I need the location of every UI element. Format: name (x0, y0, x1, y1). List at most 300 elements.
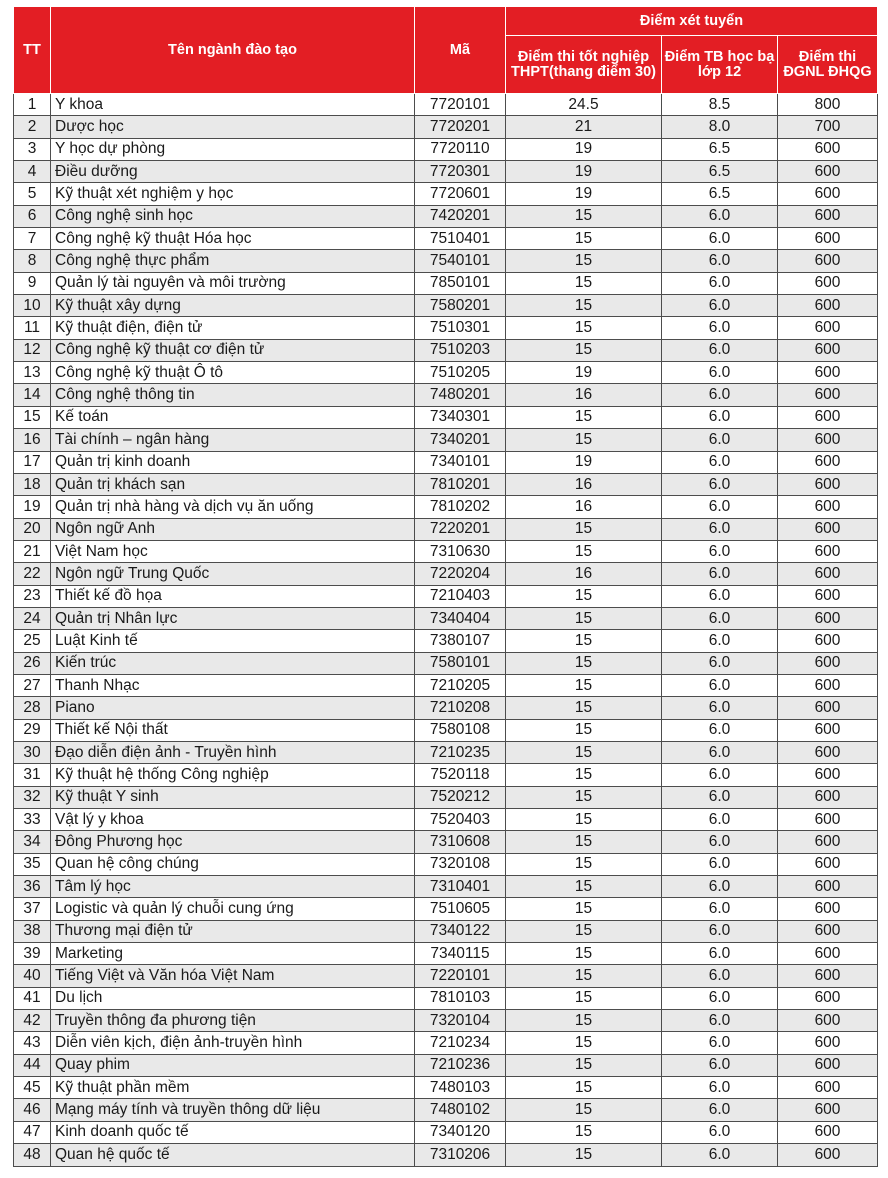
cell-tt: 26 (14, 652, 51, 674)
cell-dgnl-score: 600 (778, 764, 878, 786)
cell-program-name: Kinh doanh quốc tế (51, 1121, 415, 1143)
cell-program-code: 7210234 (415, 1032, 506, 1054)
table-row (14, 786, 878, 808)
table-row (14, 138, 878, 160)
table-row (14, 585, 878, 607)
table-row (14, 943, 878, 965)
cell-program-name: Quan hệ công chúng (51, 853, 415, 875)
cell-dgnl-score: 600 (778, 205, 878, 227)
cell-thpt-score: 15 (506, 674, 662, 696)
cell-program-name: Kỹ thuật phần mềm (51, 1077, 415, 1099)
cell-transcript-score: 6.0 (662, 295, 778, 317)
cell-program-name: Tâm lý học (51, 876, 415, 898)
cell-tt: 41 (14, 987, 51, 1009)
cell-program-name: Công nghệ thực phẩm (51, 250, 415, 272)
cell-tt: 37 (14, 898, 51, 920)
cell-program-code: 7380107 (415, 630, 506, 652)
cell-tt: 2 (14, 116, 51, 138)
header-tt: TT (14, 7, 51, 94)
cell-dgnl-score: 600 (778, 272, 878, 294)
cell-thpt-score: 15 (506, 272, 662, 294)
cell-dgnl-score: 600 (778, 920, 878, 942)
cell-program-code: 7510205 (415, 362, 506, 384)
cell-program-name: Ngôn ngữ Anh (51, 518, 415, 540)
cell-thpt-score: 15 (506, 764, 662, 786)
cell-transcript-score: 6.0 (662, 496, 778, 518)
cell-transcript-score: 6.0 (662, 607, 778, 629)
cell-program-name: Y khoa (51, 94, 415, 116)
table-row (14, 1054, 878, 1076)
cell-dgnl-score: 600 (778, 1144, 878, 1166)
cell-transcript-score: 6.0 (662, 898, 778, 920)
cell-program-name: Tài chính – ngân hàng (51, 429, 415, 451)
cell-program-code: 7510401 (415, 228, 506, 250)
cell-tt: 25 (14, 630, 51, 652)
cell-tt: 33 (14, 809, 51, 831)
cell-transcript-score: 6.0 (662, 272, 778, 294)
cell-thpt-score: 15 (506, 205, 662, 227)
cell-tt: 39 (14, 943, 51, 965)
table-row (14, 250, 878, 272)
cell-transcript-score: 6.0 (662, 652, 778, 674)
cell-program-code: 7520403 (415, 809, 506, 831)
cell-thpt-score: 15 (506, 250, 662, 272)
cell-program-code: 7210236 (415, 1054, 506, 1076)
table-row (14, 607, 878, 629)
cell-thpt-score: 15 (506, 741, 662, 763)
table-row (14, 362, 878, 384)
cell-dgnl-score: 600 (778, 183, 878, 205)
cell-program-code: 7580201 (415, 295, 506, 317)
cell-program-code: 7340201 (415, 429, 506, 451)
table-row (14, 317, 878, 339)
cell-program-name: Logistic và quản lý chuỗi cung ứng (51, 898, 415, 920)
cell-thpt-score: 15 (506, 987, 662, 1009)
cell-thpt-score: 24.5 (506, 94, 662, 116)
cell-program-name: Đạo diễn điện ảnh - Truyền hình (51, 741, 415, 763)
cell-thpt-score: 15 (506, 295, 662, 317)
table-row (14, 1121, 878, 1143)
cell-dgnl-score: 600 (778, 943, 878, 965)
cell-dgnl-score: 600 (778, 384, 878, 406)
cell-thpt-score: 15 (506, 943, 662, 965)
table-row (14, 1144, 878, 1166)
cell-tt: 20 (14, 518, 51, 540)
table-row (14, 295, 878, 317)
cell-transcript-score: 6.0 (662, 987, 778, 1009)
cell-program-name: Kỹ thuật điện, điện tử (51, 317, 415, 339)
table-row (14, 473, 878, 495)
cell-thpt-score: 15 (506, 317, 662, 339)
cell-dgnl-score: 600 (778, 809, 878, 831)
cell-thpt-score: 19 (506, 183, 662, 205)
cell-transcript-score: 6.0 (662, 943, 778, 965)
cell-transcript-score: 6.0 (662, 362, 778, 384)
cell-program-name: Thiết kế đồ họa (51, 585, 415, 607)
cell-program-name: Quay phim (51, 1054, 415, 1076)
table-row (14, 161, 878, 183)
table-row (14, 451, 878, 473)
cell-program-code: 7720601 (415, 183, 506, 205)
table-row (14, 1010, 878, 1032)
cell-tt: 13 (14, 362, 51, 384)
cell-tt: 43 (14, 1032, 51, 1054)
cell-program-code: 7720101 (415, 94, 506, 116)
cell-program-code: 7810103 (415, 987, 506, 1009)
cell-tt: 7 (14, 228, 51, 250)
cell-tt: 36 (14, 876, 51, 898)
cell-program-code: 7580101 (415, 652, 506, 674)
cell-tt: 44 (14, 1054, 51, 1076)
cell-tt: 46 (14, 1099, 51, 1121)
cell-program-code: 7220101 (415, 965, 506, 987)
cell-program-code: 7320108 (415, 853, 506, 875)
cell-transcript-score: 6.0 (662, 406, 778, 428)
cell-tt: 12 (14, 339, 51, 361)
header-dgnl-score: Điểm thi ĐGNL ĐHQG (778, 36, 878, 94)
cell-transcript-score: 6.0 (662, 831, 778, 853)
cell-dgnl-score: 600 (778, 1077, 878, 1099)
cell-thpt-score: 15 (506, 1121, 662, 1143)
cell-thpt-score: 15 (506, 920, 662, 942)
table-row (14, 228, 878, 250)
cell-dgnl-score: 800 (778, 94, 878, 116)
cell-transcript-score: 6.0 (662, 630, 778, 652)
cell-tt: 21 (14, 540, 51, 562)
cell-dgnl-score: 600 (778, 406, 878, 428)
cell-program-code: 7210403 (415, 585, 506, 607)
cell-dgnl-score: 600 (778, 898, 878, 920)
cell-thpt-score: 19 (506, 161, 662, 183)
cell-thpt-score: 15 (506, 585, 662, 607)
cell-program-code: 7810201 (415, 473, 506, 495)
cell-transcript-score: 6.0 (662, 228, 778, 250)
cell-dgnl-score: 600 (778, 250, 878, 272)
cell-transcript-score: 6.0 (662, 1121, 778, 1143)
cell-program-code: 7420201 (415, 205, 506, 227)
cell-tt: 35 (14, 853, 51, 875)
table-row (14, 809, 878, 831)
cell-tt: 10 (14, 295, 51, 317)
cell-dgnl-score: 600 (778, 228, 878, 250)
cell-tt: 16 (14, 429, 51, 451)
cell-dgnl-score: 600 (778, 697, 878, 719)
cell-program-name: Diễn viên kịch, điện ảnh-truyền hình (51, 1032, 415, 1054)
header-program-name: Tên ngành đào tạo (51, 7, 415, 94)
cell-program-name: Công nghệ thông tin (51, 384, 415, 406)
cell-tt: 42 (14, 1010, 51, 1032)
cell-program-name: Marketing (51, 943, 415, 965)
cell-program-code: 7520212 (415, 786, 506, 808)
cell-dgnl-score: 600 (778, 138, 878, 160)
cell-thpt-score: 15 (506, 786, 662, 808)
cell-program-name: Du lịch (51, 987, 415, 1009)
cell-dgnl-score: 600 (778, 674, 878, 696)
cell-program-name: Piano (51, 697, 415, 719)
table-row (14, 652, 878, 674)
cell-program-name: Thiết kế Nội thất (51, 719, 415, 741)
cell-program-name: Công nghệ kỹ thuật Hóa học (51, 228, 415, 250)
table-row (14, 272, 878, 294)
cell-dgnl-score: 600 (778, 1010, 878, 1032)
cell-dgnl-score: 600 (778, 719, 878, 741)
cell-program-code: 7580108 (415, 719, 506, 741)
table-row (14, 1099, 878, 1121)
cell-thpt-score: 15 (506, 853, 662, 875)
table-row (14, 741, 878, 763)
cell-thpt-score: 21 (506, 116, 662, 138)
cell-dgnl-score: 600 (778, 429, 878, 451)
cell-dgnl-score: 600 (778, 317, 878, 339)
cell-transcript-score: 6.0 (662, 473, 778, 495)
cell-program-code: 7320104 (415, 1010, 506, 1032)
cell-transcript-score: 6.0 (662, 674, 778, 696)
table-row (14, 116, 878, 138)
cell-transcript-score: 6.0 (662, 384, 778, 406)
header-thpt-score: Điểm thi tốt nghiệp THPT(thang điểm 30) (506, 36, 662, 94)
cell-thpt-score: 15 (506, 652, 662, 674)
cell-dgnl-score: 600 (778, 496, 878, 518)
cell-dgnl-score: 600 (778, 965, 878, 987)
cell-thpt-score: 15 (506, 1099, 662, 1121)
cell-program-code: 7310630 (415, 540, 506, 562)
cell-transcript-score: 6.0 (662, 339, 778, 361)
cell-dgnl-score: 600 (778, 563, 878, 585)
table-row (14, 496, 878, 518)
cell-tt: 18 (14, 473, 51, 495)
cell-tt: 45 (14, 1077, 51, 1099)
cell-program-code: 7340404 (415, 607, 506, 629)
admissions-score-table (13, 6, 878, 1167)
cell-program-name: Vật lý y khoa (51, 809, 415, 831)
cell-tt: 15 (14, 406, 51, 428)
cell-transcript-score: 6.0 (662, 518, 778, 540)
cell-program-name: Truyền thông đa phương tiện (51, 1010, 415, 1032)
cell-transcript-score: 6.0 (662, 719, 778, 741)
cell-program-name: Kỹ thuật Y sinh (51, 786, 415, 808)
table-row (14, 1032, 878, 1054)
table-row (14, 384, 878, 406)
cell-transcript-score: 6.0 (662, 1010, 778, 1032)
cell-thpt-score: 15 (506, 1032, 662, 1054)
cell-program-name: Quản trị Nhân lực (51, 607, 415, 629)
cell-thpt-score: 15 (506, 831, 662, 853)
cell-thpt-score: 19 (506, 138, 662, 160)
cell-program-code: 7510301 (415, 317, 506, 339)
cell-program-name: Y học dự phòng (51, 138, 415, 160)
header-admission-scores: Điểm xét tuyển (506, 7, 878, 36)
cell-dgnl-score: 600 (778, 876, 878, 898)
cell-transcript-score: 8.5 (662, 94, 778, 116)
cell-tt: 4 (14, 161, 51, 183)
cell-thpt-score: 15 (506, 339, 662, 361)
cell-thpt-score: 16 (506, 563, 662, 585)
cell-program-name: Công nghệ kỹ thuật cơ điện tử (51, 339, 415, 361)
cell-transcript-score: 6.0 (662, 1032, 778, 1054)
cell-tt: 17 (14, 451, 51, 473)
cell-program-name: Kỹ thuật hệ thống Công nghiệp (51, 764, 415, 786)
cell-thpt-score: 15 (506, 429, 662, 451)
cell-program-code: 7810202 (415, 496, 506, 518)
cell-transcript-score: 6.0 (662, 697, 778, 719)
cell-dgnl-score: 600 (778, 1054, 878, 1076)
cell-tt: 31 (14, 764, 51, 786)
cell-dgnl-score: 600 (778, 630, 878, 652)
table-row (14, 987, 878, 1009)
cell-transcript-score: 6.0 (662, 853, 778, 875)
cell-transcript-score: 6.0 (662, 205, 778, 227)
cell-program-name: Luật Kinh tế (51, 630, 415, 652)
cell-transcript-score: 6.0 (662, 563, 778, 585)
cell-program-code: 7540101 (415, 250, 506, 272)
cell-thpt-score: 15 (506, 898, 662, 920)
header-row-top (14, 7, 878, 36)
cell-transcript-score: 6.0 (662, 920, 778, 942)
cell-transcript-score: 6.0 (662, 451, 778, 473)
cell-tt: 32 (14, 786, 51, 808)
table-row (14, 674, 878, 696)
cell-transcript-score: 6.0 (662, 540, 778, 562)
cell-tt: 40 (14, 965, 51, 987)
cell-thpt-score: 19 (506, 362, 662, 384)
cell-program-name: Công nghệ sinh học (51, 205, 415, 227)
cell-transcript-score: 6.0 (662, 741, 778, 763)
cell-program-name: Tiếng Việt và Văn hóa Việt Nam (51, 965, 415, 987)
header-transcript-score: Điểm TB học bạ lớp 12 (662, 36, 778, 94)
cell-dgnl-score: 600 (778, 741, 878, 763)
cell-program-name: Kỹ thuật xây dựng (51, 295, 415, 317)
cell-thpt-score: 15 (506, 876, 662, 898)
table-row (14, 831, 878, 853)
cell-program-code: 7220204 (415, 563, 506, 585)
cell-dgnl-score: 600 (778, 831, 878, 853)
cell-dgnl-score: 600 (778, 607, 878, 629)
cell-tt: 5 (14, 183, 51, 205)
table-body (14, 94, 878, 1167)
cell-thpt-score: 15 (506, 228, 662, 250)
cell-thpt-score: 15 (506, 1010, 662, 1032)
cell-dgnl-score: 600 (778, 540, 878, 562)
cell-transcript-score: 6.0 (662, 764, 778, 786)
table-row (14, 94, 878, 116)
cell-program-name: Kỹ thuật xét nghiệm y học (51, 183, 415, 205)
cell-program-name: Công nghệ kỹ thuật Ô tô (51, 362, 415, 384)
cell-program-code: 7210235 (415, 741, 506, 763)
cell-dgnl-score: 600 (778, 987, 878, 1009)
cell-program-name: Quản trị khách sạn (51, 473, 415, 495)
cell-tt: 48 (14, 1144, 51, 1166)
admissions-table-wrapper (13, 6, 877, 1167)
cell-tt: 30 (14, 741, 51, 763)
cell-transcript-score: 6.0 (662, 1054, 778, 1076)
cell-tt: 38 (14, 920, 51, 942)
cell-dgnl-score: 600 (778, 362, 878, 384)
cell-tt: 47 (14, 1121, 51, 1143)
cell-thpt-score: 19 (506, 451, 662, 473)
cell-transcript-score: 6.0 (662, 876, 778, 898)
cell-transcript-score: 6.5 (662, 138, 778, 160)
cell-dgnl-score: 600 (778, 339, 878, 361)
cell-thpt-score: 15 (506, 1144, 662, 1166)
cell-program-name: Dược học (51, 116, 415, 138)
cell-program-name: Kế toán (51, 406, 415, 428)
cell-thpt-score: 15 (506, 719, 662, 741)
cell-thpt-score: 15 (506, 697, 662, 719)
table-row (14, 518, 878, 540)
cell-tt: 28 (14, 697, 51, 719)
table-row (14, 764, 878, 786)
cell-program-name: Kiến trúc (51, 652, 415, 674)
cell-dgnl-score: 600 (778, 585, 878, 607)
cell-tt: 27 (14, 674, 51, 696)
cell-dgnl-score: 600 (778, 295, 878, 317)
cell-program-code: 7480103 (415, 1077, 506, 1099)
cell-transcript-score: 8.0 (662, 116, 778, 138)
table-row (14, 540, 878, 562)
cell-program-name: Mạng máy tính và truyền thông dữ liệu (51, 1099, 415, 1121)
cell-thpt-score: 15 (506, 809, 662, 831)
table-row (14, 1077, 878, 1099)
table-row (14, 183, 878, 205)
cell-tt: 29 (14, 719, 51, 741)
cell-thpt-score: 15 (506, 607, 662, 629)
cell-program-code: 7340301 (415, 406, 506, 428)
cell-dgnl-score: 600 (778, 1099, 878, 1121)
cell-program-code: 7220201 (415, 518, 506, 540)
cell-program-code: 7340122 (415, 920, 506, 942)
cell-program-name: Quan hệ quốc tế (51, 1144, 415, 1166)
cell-thpt-score: 16 (506, 473, 662, 495)
cell-dgnl-score: 600 (778, 518, 878, 540)
cell-program-name: Đông Phương học (51, 831, 415, 853)
cell-program-code: 7310401 (415, 876, 506, 898)
cell-transcript-score: 6.5 (662, 161, 778, 183)
table-row (14, 429, 878, 451)
cell-transcript-score: 6.0 (662, 809, 778, 831)
table-row (14, 697, 878, 719)
cell-dgnl-score: 700 (778, 116, 878, 138)
cell-tt: 11 (14, 317, 51, 339)
cell-tt: 22 (14, 563, 51, 585)
cell-program-name: Ngôn ngữ Trung Quốc (51, 563, 415, 585)
cell-program-name: Việt Nam học (51, 540, 415, 562)
cell-transcript-score: 6.0 (662, 786, 778, 808)
cell-transcript-score: 6.5 (662, 183, 778, 205)
cell-program-code: 7720301 (415, 161, 506, 183)
cell-program-code: 7510203 (415, 339, 506, 361)
cell-program-code: 7340120 (415, 1121, 506, 1143)
cell-transcript-score: 6.0 (662, 317, 778, 339)
table-row (14, 563, 878, 585)
cell-dgnl-score: 600 (778, 473, 878, 495)
cell-dgnl-score: 600 (778, 853, 878, 875)
table-row (14, 719, 878, 741)
cell-thpt-score: 15 (506, 518, 662, 540)
cell-tt: 19 (14, 496, 51, 518)
cell-thpt-score: 15 (506, 965, 662, 987)
cell-program-code: 7310206 (415, 1144, 506, 1166)
cell-transcript-score: 6.0 (662, 1099, 778, 1121)
cell-program-code: 7210208 (415, 697, 506, 719)
cell-program-name: Quản trị nhà hàng và dịch vụ ăn uống (51, 496, 415, 518)
cell-program-code: 7480102 (415, 1099, 506, 1121)
cell-thpt-score: 15 (506, 630, 662, 652)
cell-dgnl-score: 600 (778, 161, 878, 183)
table-row (14, 406, 878, 428)
cell-tt: 3 (14, 138, 51, 160)
cell-program-code: 7520118 (415, 764, 506, 786)
table-row (14, 630, 878, 652)
